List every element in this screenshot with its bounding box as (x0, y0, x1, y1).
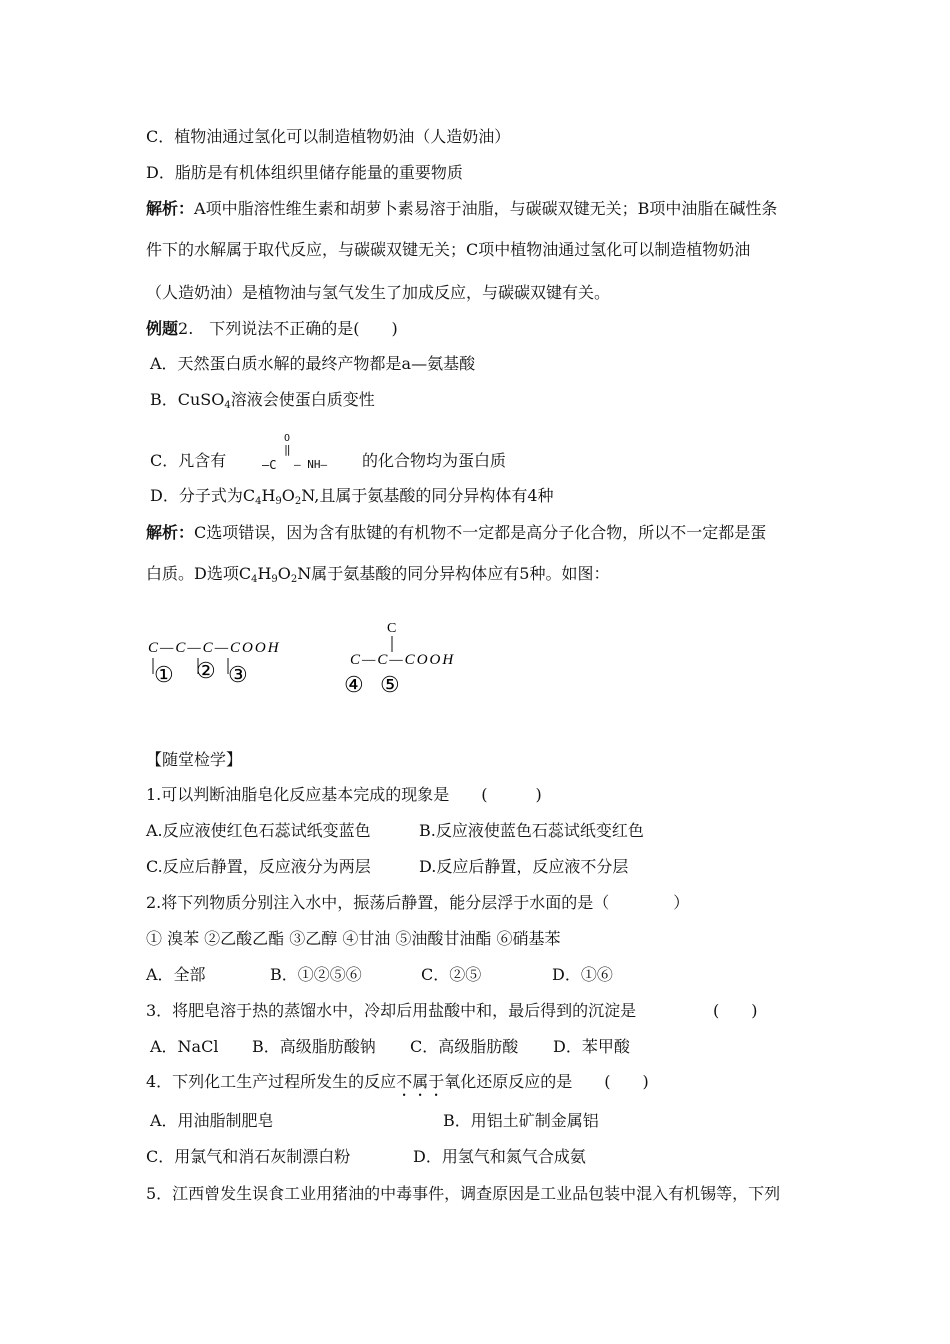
a2-sub-2: 9 (271, 574, 278, 585)
isomer-structures (140, 610, 500, 700)
question-1-option-a: A.反应液使红色石蕊试纸变蓝色 (146, 821, 371, 840)
option-d: D．脂肪是有机体组织里储存能量的重要物质 (146, 163, 463, 182)
a2-sub-3: 2 (290, 574, 298, 585)
example-stem-text: 2. 下列说法不正确的是( ) (178, 319, 398, 338)
structure-1 (148, 640, 281, 687)
option-b-pre: B．CuSO (150, 390, 225, 409)
question-3-option-a: A．NaCl (150, 1037, 219, 1056)
question-3: 3．将肥皂溶于热的蒸馏水中，冷却后用盐酸中和，最后得到的沉淀是 (146, 1001, 637, 1020)
d-post: N,且属于氨基酸的同分异构体有4种 (301, 486, 554, 505)
structure-2-top-carbon: C (387, 621, 397, 636)
option-b-post: 溶液会使蛋白质变性 (230, 390, 375, 409)
analysis-label: 解析： (146, 199, 195, 218)
question-3-option-b: B．高级脂肪酸钠 (252, 1037, 376, 1056)
peptide-carbon: —C (262, 458, 277, 472)
d-sub-3: 2 (294, 496, 302, 507)
option-b-sub: 4 (224, 400, 231, 411)
structure-2-chain: C—C—COOH (350, 652, 456, 668)
analysis-text: C选项错误，因为含有肽键的有机物不一定都是高分子化合物，所以不一定都是蛋 (194, 523, 767, 542)
peptide-oxygen: O (284, 433, 291, 444)
question-4-option-a: A．用油脂制肥皂 (150, 1111, 274, 1130)
analysis-line-3: （人造奶油）是植物油与氢气发生了加成反应，与碳碳双键有关。 (146, 283, 611, 302)
question-2-option-c: C．②⑤ (421, 965, 482, 984)
a2-pre: 白质。D选项C (146, 564, 252, 583)
circled-4: ④ (344, 672, 364, 697)
structure-2 (344, 621, 455, 697)
example-2-analysis-line-2 (146, 564, 609, 584)
question-4-option-c: C．用氯气和消石灰制漂白粉 (146, 1147, 351, 1166)
example-2-analysis-line-1 (146, 523, 766, 543)
example-2-option-a: A．天然蛋白质水解的最终产物都是a—氨基酸 (150, 354, 476, 373)
question-2-items: ① 溴苯 ②乙酸乙酯 ③乙醇 ④甘油 ⑤油酸甘油酯 ⑥硝基苯 (146, 929, 561, 948)
option-c: C．植物油通过氢化可以制造植物奶油（人造奶油） (146, 127, 511, 146)
question-1: 1.可以判断油脂皂化反应基本完成的现象是 ( ) (146, 785, 542, 804)
question-5: 5．江西曾发生误食工业用猪油的中毒事件，调查原因是工业品包装中混入有机锡等，下列 (146, 1184, 781, 1203)
a2-mid-2: O (277, 564, 291, 583)
example-2-stem (146, 319, 398, 339)
question-1-option-b: B.反应液使蓝色石蕊试纸变红色 (419, 821, 644, 840)
peptide-nh: — NH— (294, 458, 328, 471)
q4-emphasis: 不属于 (396, 1072, 445, 1091)
analysis-label: 解析： (146, 523, 195, 542)
question-1-option-c: C.反应后静置，反应液分为两层 (146, 857, 371, 876)
question-2: 2.将下列物质分别注入水中，振荡后静置，能分层浮于水面的是（ ） (146, 893, 690, 912)
example-2-option-c-pre: C．凡含有 (150, 451, 227, 470)
question-2-option-d: D．①⑥ (552, 965, 613, 984)
analysis-line-2: 件下的水解属于取代反应，与碳碳双键无关；C项中植物油通过氢化可以制造植物奶油 (146, 240, 751, 259)
d-sub-2: 9 (275, 496, 282, 507)
d-pre: D．分子式为C (150, 486, 256, 505)
analysis-text: A项中脂溶性维生素和胡萝卜素易溶于油脂，与碳碳双键无关；B项中油脂在碱性条 (194, 199, 778, 218)
q4-post: 氧化还原反应的是 ( ) (444, 1072, 649, 1091)
question-2-option-b: B．①②⑤⑥ (270, 965, 362, 984)
question-4 (146, 1072, 649, 1100)
d-mid-1: H (261, 486, 276, 505)
circled-5: ⑤ (380, 672, 400, 697)
circled-3: ③ (228, 662, 248, 687)
q4-pre: 4．下列化工生产过程所发生的反应 (146, 1072, 397, 1091)
example-2-option-d (150, 486, 554, 506)
d-mid-2: O (281, 486, 295, 505)
structure-1-chain: C—C—C—COOH (148, 640, 281, 656)
d-sub-1: 4 (255, 496, 262, 507)
question-4-option-b: B．用铝土矿制金属铝 (443, 1111, 599, 1130)
question-1-option-d: D.反应后静置，反应液不分层 (419, 857, 629, 876)
question-3-paren: ( ) (713, 1001, 758, 1020)
peptide-bond-structure (262, 434, 342, 474)
question-4-option-d: D．用氢气和氮气合成氨 (413, 1147, 586, 1166)
peptide-double-bond: ‖ (284, 443, 291, 456)
example-2-option-c-post: 的化合物均为蛋白质 (362, 451, 507, 470)
circled-1: ① (154, 662, 174, 687)
a2-post: N属于氨基酸的同分异构体应有5种。如图： (297, 564, 610, 583)
example-2-option-b (150, 390, 375, 410)
question-2-option-a: A．全部 (146, 965, 206, 984)
a2-sub-1: 4 (251, 574, 258, 585)
a2-mid-1: H (257, 564, 272, 583)
quiz-heading: 【随堂检学】 (146, 750, 243, 769)
question-3-option-d: D．苯甲酸 (553, 1037, 630, 1056)
circled-2: ② (196, 658, 216, 683)
example-label: 例题 (146, 319, 179, 338)
analysis-line-1 (146, 199, 777, 219)
question-3-option-c: C．高级脂肪酸 (410, 1037, 519, 1056)
